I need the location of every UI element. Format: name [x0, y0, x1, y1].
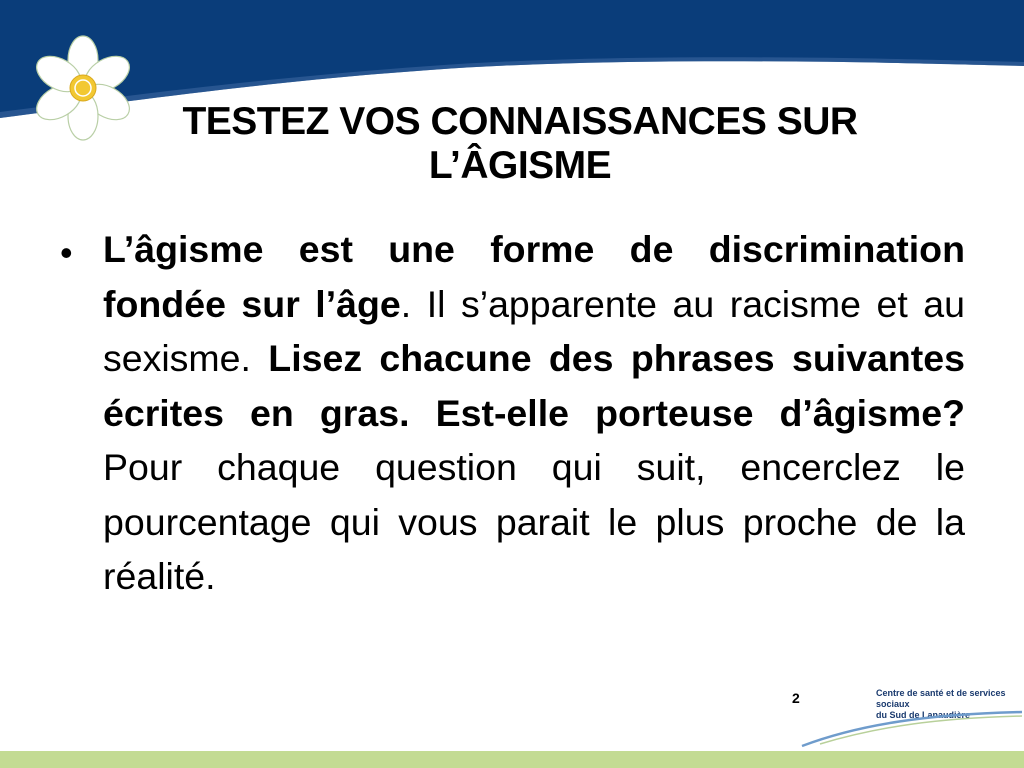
bold-phrase-2: Lisez chacune des phrases suivantes écrites en gras. Est-elle porteuse d’âgisme?	[103, 337, 965, 434]
footer-band	[0, 751, 1024, 768]
title-line-2: L’ÂGISME	[428, 144, 612, 187]
organization-name-line-2: du Sud de Lanaudière	[876, 710, 971, 720]
normal-phrase-2: Pour chaque question qui suit, encerclez le pourcentage qui vous parait le plus proche de la réalité.	[103, 446, 965, 597]
slide-title	[80, 100, 960, 188]
page-number: 2	[792, 690, 800, 706]
bold-phrase-1: L’âgisme est une forme de discrimination fondée sur l’âge	[103, 228, 965, 325]
normal-phrase-1: . Il s’apparente au racisme et au sexisme.	[103, 282, 966, 379]
organization-name-line-1: Centre de santé et de services sociaux	[876, 688, 1006, 709]
bullet-paragraph	[103, 222, 965, 604]
title-line-1: TESTEZ VOS CONNAISSANCES SUR	[182, 100, 858, 143]
bullet-dot-icon: •	[60, 232, 73, 273]
organization-swoosh-icon	[800, 700, 1024, 750]
